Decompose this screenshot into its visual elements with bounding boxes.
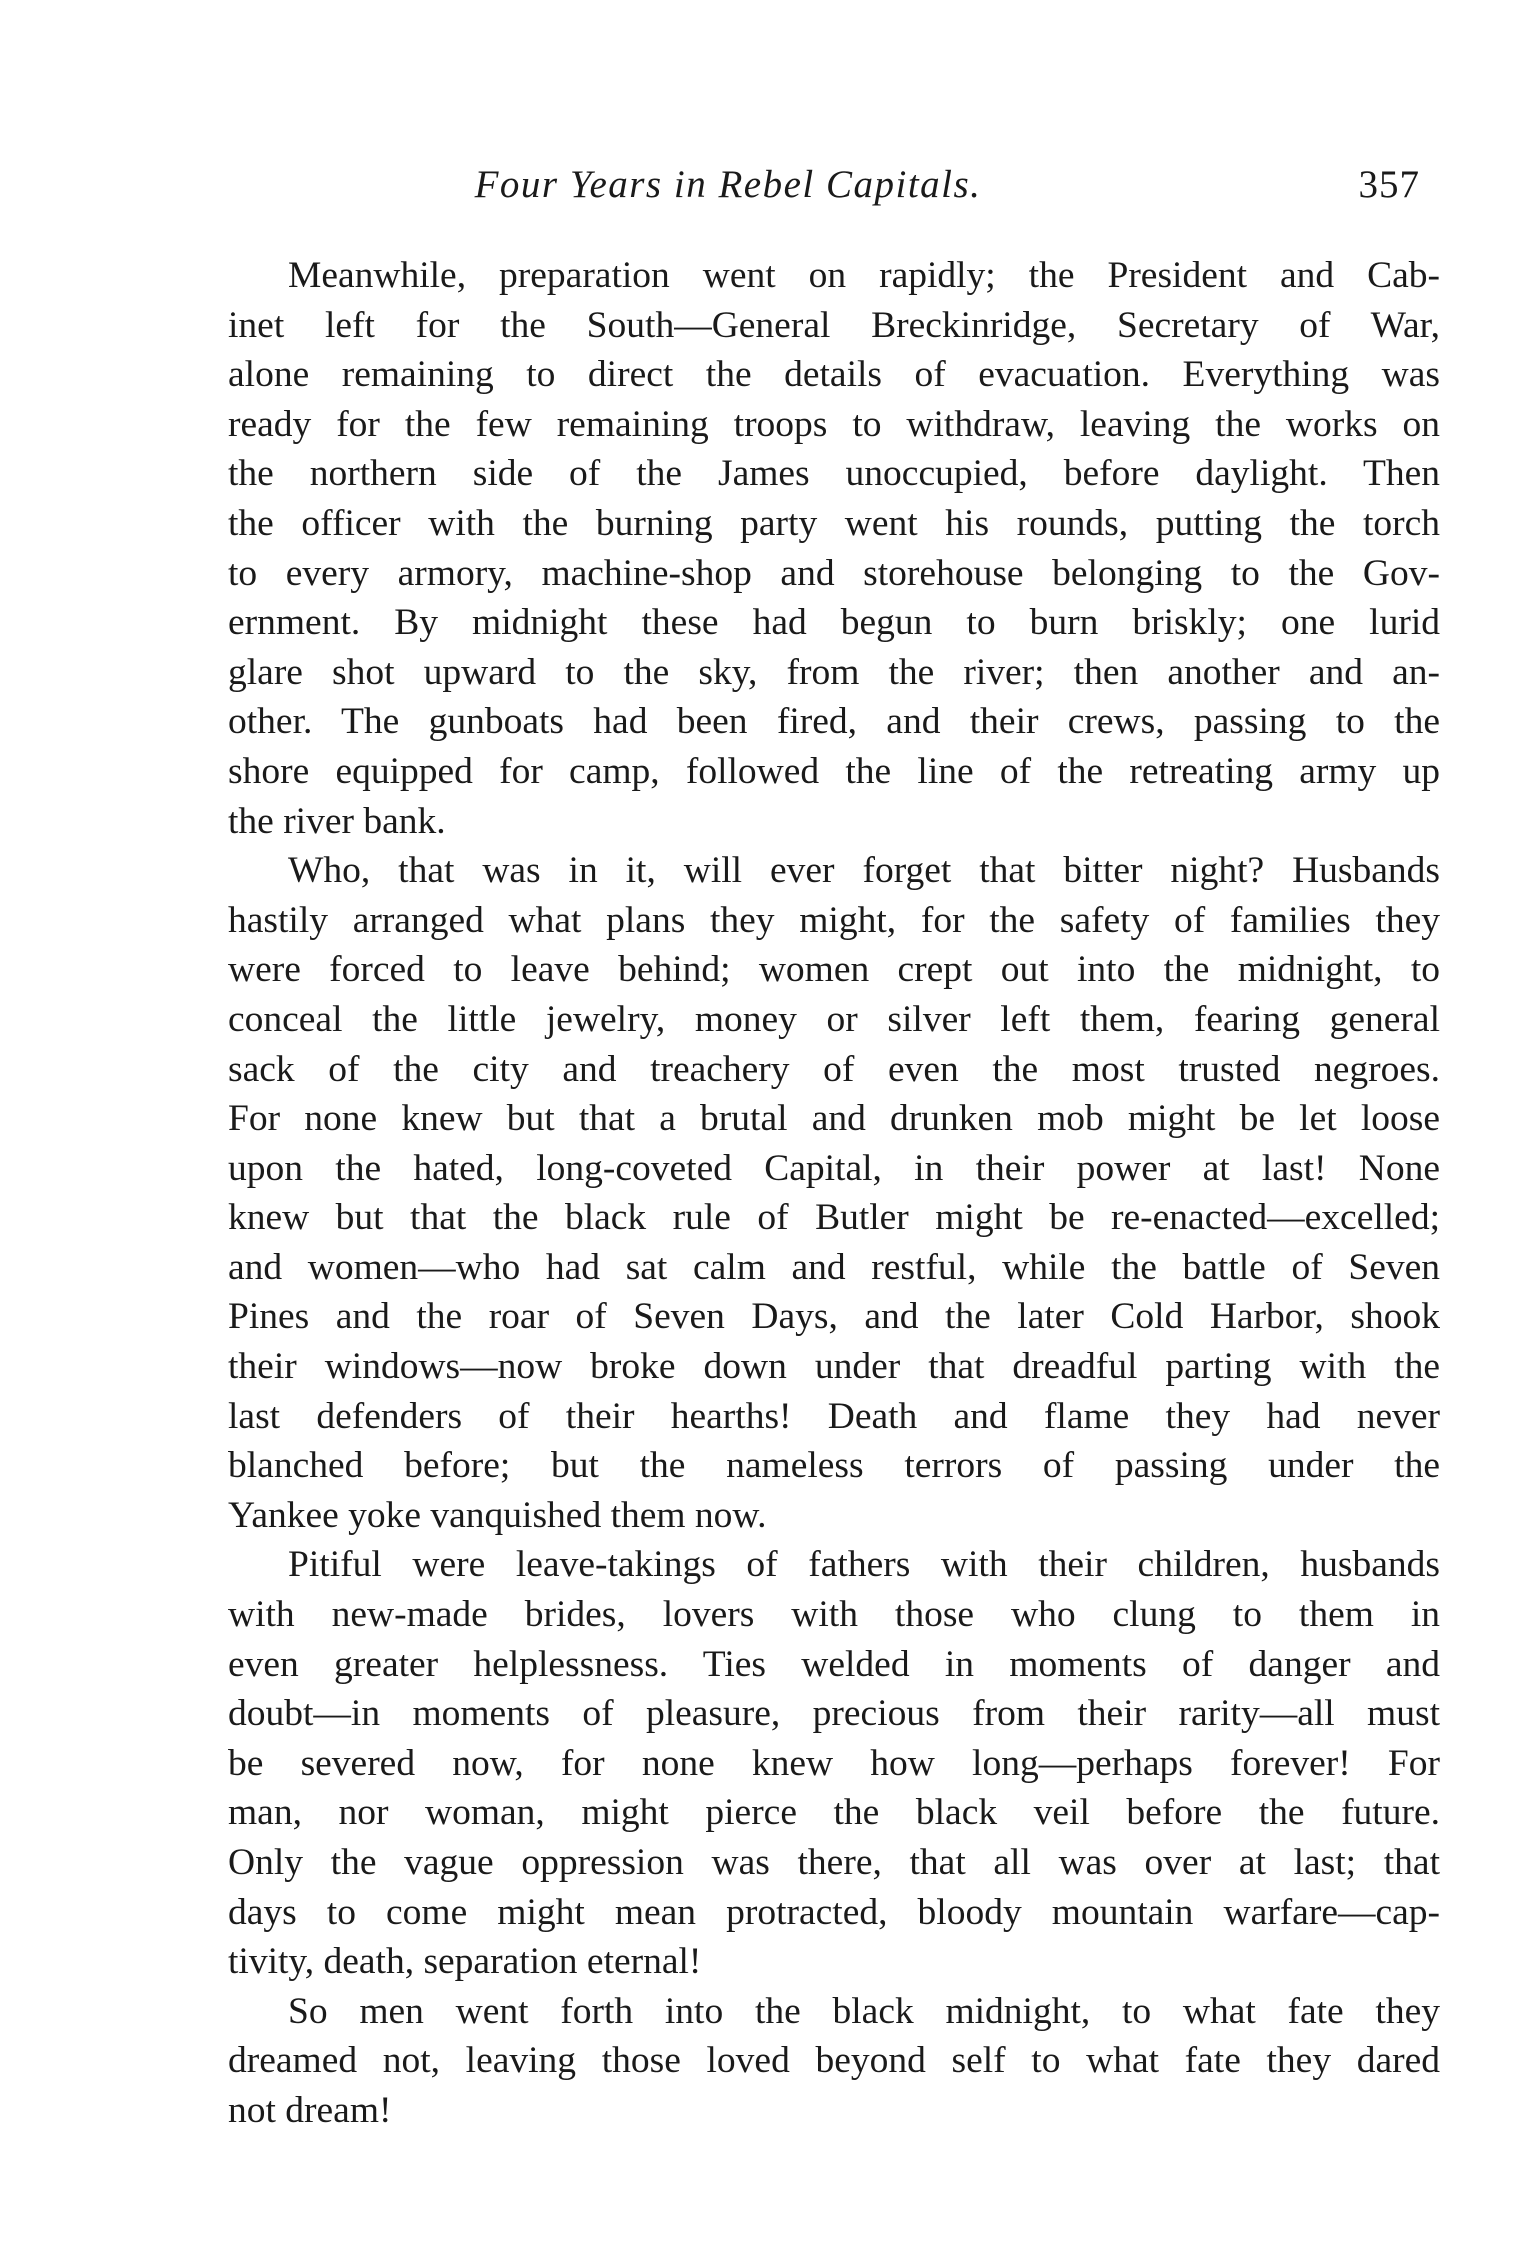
text-line: last defenders of their hearths! Death and flame they had never	[228, 1395, 1440, 1437]
text-line: doubt—in moments of pleasure, precious from their rarity—all must	[228, 1693, 1440, 1735]
text-line: dreamed not, leaving those loved beyond self to what fate they dared	[228, 2040, 1440, 2082]
text-line: the officer with the burning party went his rounds, putting the torch	[228, 502, 1440, 544]
text-line: man, nor woman, might pierce the black veil before the future.	[228, 1792, 1440, 1834]
text-line: inet left for the South—General Breckinridge, Secretary of War,	[228, 304, 1440, 346]
paragraph	[228, 1540, 1440, 1986]
running-head	[228, 162, 1440, 222]
text-line: Meanwhile, preparation went on rapidly; the President and Cab-	[288, 255, 1440, 296]
text-line: Who, that was in it, will ever forget that bitter night? Husbands	[288, 850, 1440, 892]
text-line: Pines and the roar of Seven Days, and the later Cold Harbor, shook	[228, 1296, 1440, 1338]
body-text	[228, 251, 1440, 2136]
text-line: Yankee yoke vanquished them now.	[228, 1494, 767, 1536]
text-line: to every armory, machine-shop and storehouse belonging to the Gov-	[228, 552, 1440, 594]
text-line: be severed now, for none knew how long—perhaps forever! For	[228, 1742, 1440, 1784]
text-line: hastily arranged what plans they might, for the safety of families they	[228, 899, 1440, 941]
text-line: blanched before; but the nameless terrors of passing under the	[228, 1445, 1440, 1487]
paragraph	[228, 1987, 1440, 2136]
text-line: their windows—now broke down under that dreadful parting with the	[228, 1346, 1440, 1388]
text-line: alone remaining to direct the details of evacuation. Everything was	[228, 354, 1440, 396]
text-line: the river bank.	[228, 800, 446, 842]
text-line: ernment. By midnight these had begun to burn briskly; one lurid	[228, 602, 1440, 644]
text-line: knew but that the black rule of Butler might be re-enacted—excelled;	[228, 1197, 1440, 1239]
paragraph	[228, 251, 1440, 846]
text-line: glare shot upward to the sky, from the river; then another and an-	[228, 651, 1440, 693]
text-line: upon the hated, long-coveted Capital, in their power at last! None	[228, 1147, 1440, 1189]
text-line: For none knew but that a brutal and drunken mob might be let loose	[228, 1098, 1440, 1140]
text-line: other. The gunboats had been fired, and their crews, passing to the	[228, 701, 1440, 743]
text-line: ready for the few remaining troops to withdraw, leaving the works on	[228, 403, 1440, 445]
running-title: Four Years in Rebel Capitals.	[474, 163, 982, 206]
paragraph	[228, 846, 1440, 1540]
text-line: Pitiful were leave-takings of fathers with their children, husbands	[288, 1544, 1440, 1586]
page-number: 357	[1358, 163, 1420, 206]
text-line: tivity, death, separation eternal!	[228, 1941, 702, 1983]
text-line: the northern side of the James unoccupied, before daylight. Then	[228, 453, 1440, 495]
text-line: even greater helplessness. Ties welded in moments of danger and	[228, 1643, 1440, 1685]
text-line: shore equipped for camp, followed the line of the retreating army up	[228, 750, 1440, 792]
text-line: days to come might mean protracted, bloody mountain warfare—cap-	[228, 1891, 1440, 1933]
text-line: sack of the city and treachery of even the most trusted negroes.	[228, 1048, 1440, 1090]
text-line: conceal the little jewelry, money or silver left them, fearing general	[228, 998, 1440, 1040]
text-line: and women—who had sat calm and restful, while the battle of Seven	[228, 1246, 1440, 1288]
text-line: not dream!	[228, 2089, 392, 2131]
text-line: with new-made brides, lovers with those who clung to them in	[228, 1594, 1440, 1636]
text-line: So men went forth into the black midnight, to what fate they	[288, 1990, 1440, 2032]
text-line: Only the vague oppression was there, that all was over at last; that	[228, 1842, 1440, 1883]
text-line: were forced to leave behind; women crept out into the midnight, to	[228, 949, 1440, 991]
